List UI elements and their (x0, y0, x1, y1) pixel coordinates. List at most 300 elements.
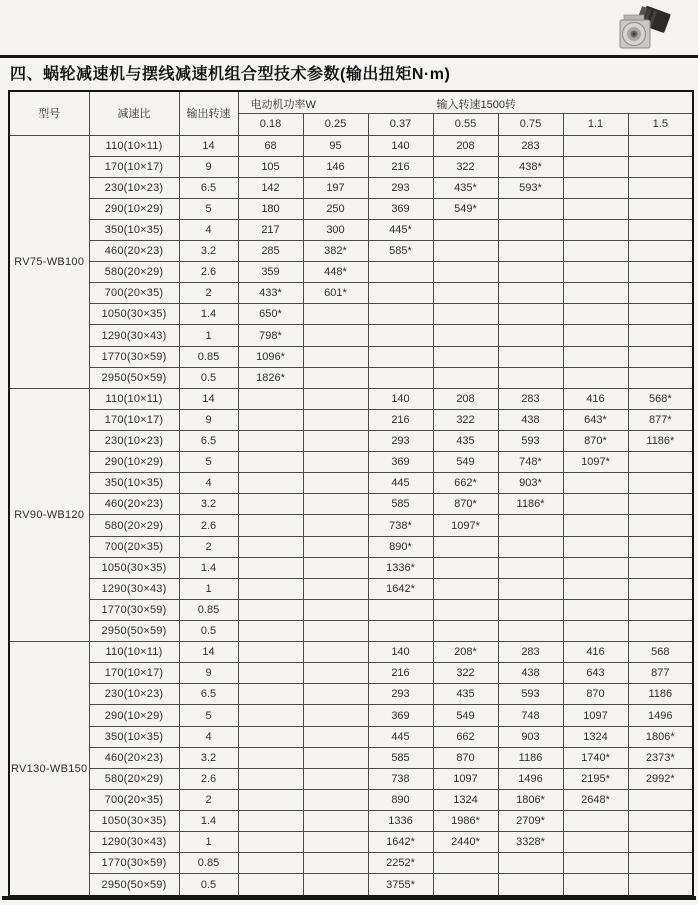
power-column-header: 1.5 (628, 113, 693, 135)
torque-value-cell (628, 536, 693, 557)
torque-value-cell: 382* (303, 241, 368, 262)
torque-value-cell: 1097 (563, 705, 628, 726)
torque-value-cell: 650* (238, 304, 303, 325)
output-speed-cell: 2.6 (179, 768, 238, 789)
table-row (9, 726, 693, 747)
torque-value-cell (238, 431, 303, 452)
ratio-cell: 580(20×29) (89, 262, 179, 283)
output-speed-cell: 0.5 (179, 367, 238, 388)
ratio-cell: 230(10×23) (89, 684, 179, 705)
torque-value-cell (628, 473, 693, 494)
torque-value-cell (238, 642, 303, 663)
output-speed-cell: 2 (179, 536, 238, 557)
torque-value-cell (303, 304, 368, 325)
torque-value-cell (238, 811, 303, 832)
torque-value-cell: 738* (368, 515, 433, 536)
torque-value-cell: 643* (563, 409, 628, 430)
torque-value-cell: 300 (303, 219, 368, 240)
ratio-cell: 350(10×35) (89, 473, 179, 494)
table-row (9, 874, 693, 896)
torque-value-cell: 217 (238, 219, 303, 240)
ratio-cell: 170(10×17) (89, 663, 179, 684)
torque-value-cell (368, 367, 433, 388)
ratio-cell: 460(20×23) (89, 494, 179, 515)
table-row (9, 431, 693, 452)
output-speed-cell: 5 (179, 705, 238, 726)
output-speed-cell: 4 (179, 473, 238, 494)
torque-value-cell (238, 684, 303, 705)
torque-value-cell (433, 241, 498, 262)
torque-value-cell (433, 304, 498, 325)
torque-value-cell (563, 135, 628, 156)
torque-value-cell: 1186* (498, 494, 563, 515)
torque-value-cell (628, 789, 693, 810)
ratio-cell: 580(20×29) (89, 515, 179, 536)
table-row (9, 494, 693, 515)
torque-value-cell (628, 832, 693, 853)
table-row (9, 304, 693, 325)
torque-value-cell: 877* (628, 409, 693, 430)
torque-value-cell (563, 325, 628, 346)
header-row-top (9, 91, 693, 113)
output-speed-cell: 2.6 (179, 262, 238, 283)
ratio-cell: 1770(30×59) (89, 853, 179, 874)
table-row (9, 177, 693, 198)
torque-value-cell: 142 (238, 177, 303, 198)
torque-value-cell: 903 (498, 726, 563, 747)
torque-value-cell: 435 (433, 431, 498, 452)
output-speed-column-header: 输出转速 (179, 91, 238, 135)
torque-value-cell (303, 515, 368, 536)
table-row (9, 621, 693, 642)
torque-value-cell: 568* (628, 388, 693, 409)
torque-value-cell (628, 241, 693, 262)
model-column-header: 型号 (9, 91, 89, 135)
torque-value-cell (563, 494, 628, 515)
torque-value-cell (628, 262, 693, 283)
table-row (9, 241, 693, 262)
torque-value-cell (303, 536, 368, 557)
torque-value-cell: 3755* (368, 874, 433, 896)
ratio-cell: 170(10×17) (89, 156, 179, 177)
ratio-cell: 700(20×35) (89, 536, 179, 557)
torque-value-cell: 208 (433, 388, 498, 409)
table-row (9, 135, 693, 156)
table-row (9, 536, 693, 557)
torque-value-cell (303, 494, 368, 515)
torque-value-cell: 549 (433, 705, 498, 726)
torque-value-cell: 1642* (368, 832, 433, 853)
torque-value-cell: 2252* (368, 853, 433, 874)
torque-value-cell: 1186 (498, 747, 563, 768)
torque-value-cell: 208* (433, 642, 498, 663)
torque-value-cell: 140 (368, 388, 433, 409)
torque-value-cell: 1097* (563, 452, 628, 473)
torque-value-cell: 369 (368, 198, 433, 219)
torque-value-cell (433, 346, 498, 367)
table-row (9, 832, 693, 853)
torque-value-cell (368, 283, 433, 304)
torque-value-cell (628, 578, 693, 599)
power-column-header: 0.25 (303, 113, 368, 135)
torque-value-cell (628, 156, 693, 177)
torque-value-cell: 593 (498, 431, 563, 452)
table-row (9, 219, 693, 240)
torque-value-cell: 1740* (563, 747, 628, 768)
torque-value-cell: 445 (368, 726, 433, 747)
ratio-column-header: 减速比 (89, 91, 179, 135)
power-column-header: 0.75 (498, 113, 563, 135)
torque-value-cell: 68 (238, 135, 303, 156)
torque-value-cell (563, 198, 628, 219)
ratio-cell: 2950(50×59) (89, 874, 179, 896)
torque-value-cell: 585 (368, 747, 433, 768)
torque-value-cell (563, 177, 628, 198)
torque-value-cell: 1806* (628, 726, 693, 747)
torque-value-cell (628, 557, 693, 578)
torque-value-cell (238, 388, 303, 409)
torque-value-cell: 283 (498, 642, 563, 663)
ratio-cell: 350(10×35) (89, 726, 179, 747)
torque-value-cell (238, 853, 303, 874)
output-speed-cell: 9 (179, 156, 238, 177)
torque-value-cell (303, 557, 368, 578)
output-speed-cell: 0.5 (179, 874, 238, 896)
output-speed-cell: 6.5 (179, 684, 238, 705)
torque-value-cell (628, 219, 693, 240)
torque-value-cell: 593 (498, 684, 563, 705)
torque-value-cell (498, 557, 563, 578)
output-speed-cell: 1.4 (179, 557, 238, 578)
torque-value-cell (238, 874, 303, 896)
torque-value-cell: 2373* (628, 747, 693, 768)
torque-value-cell (563, 219, 628, 240)
ratio-cell: 1770(30×59) (89, 599, 179, 620)
torque-value-cell: 140 (368, 642, 433, 663)
torque-value-cell (303, 388, 368, 409)
torque-value-cell: 293 (368, 431, 433, 452)
torque-value-cell (238, 747, 303, 768)
output-speed-cell: 6.5 (179, 431, 238, 452)
ratio-cell: 1050(30×35) (89, 304, 179, 325)
output-speed-cell: 9 (179, 409, 238, 430)
torque-value-cell (563, 853, 628, 874)
ratio-cell: 1770(30×59) (89, 346, 179, 367)
torque-value-cell: 293 (368, 684, 433, 705)
torque-value-cell (303, 409, 368, 430)
torque-value-cell: 359 (238, 262, 303, 283)
table-row (9, 409, 693, 430)
table-row (9, 578, 693, 599)
torque-value-cell (498, 536, 563, 557)
output-speed-cell: 1 (179, 832, 238, 853)
torque-value-cell (628, 811, 693, 832)
torque-value-cell (433, 219, 498, 240)
torque-value-cell (563, 578, 628, 599)
torque-value-cell (628, 177, 693, 198)
table-row (9, 557, 693, 578)
torque-value-cell (563, 156, 628, 177)
output-speed-cell: 3.2 (179, 747, 238, 768)
torque-value-cell (433, 536, 498, 557)
output-speed-cell: 0.85 (179, 346, 238, 367)
torque-value-cell: 285 (238, 241, 303, 262)
torque-value-cell: 593* (498, 177, 563, 198)
table-row (9, 283, 693, 304)
ratio-cell: 1050(30×35) (89, 557, 179, 578)
torque-value-cell: 146 (303, 156, 368, 177)
output-speed-cell: 1 (179, 325, 238, 346)
torque-value-cell: 1986* (433, 811, 498, 832)
torque-value-cell (303, 346, 368, 367)
table-row (9, 747, 693, 768)
torque-value-cell: 216 (368, 409, 433, 430)
table-row (9, 853, 693, 874)
torque-value-cell (628, 515, 693, 536)
torque-value-cell (433, 599, 498, 620)
output-speed-cell: 14 (179, 642, 238, 663)
torque-value-cell (563, 557, 628, 578)
torque-value-cell: 448* (303, 262, 368, 283)
torque-value-cell (563, 473, 628, 494)
torque-value-cell (238, 768, 303, 789)
torque-value-cell: 208 (433, 135, 498, 156)
torque-value-cell: 416 (563, 642, 628, 663)
output-speed-cell: 9 (179, 663, 238, 684)
torque-value-cell (238, 663, 303, 684)
torque-value-cell: 3328* (498, 832, 563, 853)
torque-value-cell (433, 874, 498, 896)
power-group-header (238, 91, 693, 113)
table-row (9, 811, 693, 832)
output-speed-cell: 5 (179, 198, 238, 219)
model-cell: RV130-WB150 (9, 642, 89, 896)
ratio-cell: 290(10×29) (89, 452, 179, 473)
torque-value-cell: 180 (238, 198, 303, 219)
torque-value-cell: 2709* (498, 811, 563, 832)
torque-value-cell (368, 262, 433, 283)
torque-value-cell: 870 (563, 684, 628, 705)
torque-value-cell (303, 832, 368, 853)
torque-value-cell (238, 452, 303, 473)
torque-value-cell (628, 853, 693, 874)
model-cell: RV75-WB100 (9, 135, 89, 388)
torque-value-cell: 1186* (628, 431, 693, 452)
torque-value-cell (498, 874, 563, 896)
table-row (9, 642, 693, 663)
torque-value-cell (303, 621, 368, 642)
output-speed-cell: 3.2 (179, 494, 238, 515)
torque-value-cell: 1336* (368, 557, 433, 578)
torque-value-cell: 1324 (563, 726, 628, 747)
ratio-cell: 460(20×23) (89, 747, 179, 768)
torque-value-cell: 890* (368, 536, 433, 557)
table-row (9, 325, 693, 346)
table-row (9, 705, 693, 726)
gearbox-product-photo (612, 4, 674, 54)
torque-value-cell (303, 599, 368, 620)
torque-value-cell (238, 705, 303, 726)
torque-value-cell: 1097 (433, 768, 498, 789)
table-row (9, 156, 693, 177)
torque-value-cell: 283 (498, 388, 563, 409)
torque-value-cell (238, 473, 303, 494)
ratio-cell: 1050(30×35) (89, 811, 179, 832)
torque-value-cell (628, 599, 693, 620)
torque-value-cell: 216 (368, 156, 433, 177)
output-speed-cell: 0.5 (179, 621, 238, 642)
table-row (9, 684, 693, 705)
torque-value-cell (563, 283, 628, 304)
torque-value-cell (628, 198, 693, 219)
ratio-cell: 290(10×29) (89, 705, 179, 726)
ratio-cell: 2950(50×59) (89, 621, 179, 642)
torque-value-cell: 369 (368, 452, 433, 473)
torque-value-cell (303, 578, 368, 599)
ratio-cell: 460(20×23) (89, 241, 179, 262)
ratio-cell: 1290(30×43) (89, 325, 179, 346)
footer-rule (2, 896, 696, 900)
torque-value-cell (303, 452, 368, 473)
torque-value-cell: 433* (238, 283, 303, 304)
torque-value-cell (303, 768, 368, 789)
torque-value-cell (368, 325, 433, 346)
torque-value-cell: 322 (433, 663, 498, 684)
ratio-cell: 230(10×23) (89, 177, 179, 198)
torque-value-cell (238, 494, 303, 515)
torque-value-cell: 1806* (498, 789, 563, 810)
torque-value-cell (628, 346, 693, 367)
torque-value-cell (433, 621, 498, 642)
power-column-header: 0.55 (433, 113, 498, 135)
torque-value-cell: 438* (498, 156, 563, 177)
torque-value-cell (303, 811, 368, 832)
torque-value-cell: 1336 (368, 811, 433, 832)
torque-value-cell (433, 283, 498, 304)
torque-value-cell (303, 684, 368, 705)
torque-value-cell: 662 (433, 726, 498, 747)
power-column-header: 0.37 (368, 113, 433, 135)
torque-value-cell (238, 515, 303, 536)
torque-value-cell (303, 789, 368, 810)
torque-value-cell: 293 (368, 177, 433, 198)
torque-value-cell (303, 874, 368, 896)
torque-value-cell: 322 (433, 156, 498, 177)
torque-value-cell (628, 874, 693, 896)
torque-value-cell (303, 705, 368, 726)
torque-value-cell (368, 599, 433, 620)
torque-value-cell (628, 304, 693, 325)
torque-value-cell: 2648* (563, 789, 628, 810)
torque-value-cell (498, 219, 563, 240)
torque-value-cell: 890 (368, 789, 433, 810)
model-cell: RV90-WB120 (9, 388, 89, 641)
torque-value-cell (628, 621, 693, 642)
ratio-cell: 110(10×11) (89, 642, 179, 663)
ratio-cell: 1290(30×43) (89, 832, 179, 853)
output-speed-cell: 0.85 (179, 853, 238, 874)
torque-value-cell (563, 241, 628, 262)
torque-value-cell: 748* (498, 452, 563, 473)
output-speed-cell: 1.4 (179, 304, 238, 325)
torque-value-cell (238, 726, 303, 747)
torque-value-cell: 445 (368, 473, 433, 494)
torque-value-cell (303, 853, 368, 874)
output-speed-cell: 14 (179, 388, 238, 409)
torque-value-cell (238, 557, 303, 578)
torque-value-cell (238, 789, 303, 810)
ratio-cell: 350(10×35) (89, 219, 179, 240)
table-row (9, 663, 693, 684)
torque-value-cell: 643 (563, 663, 628, 684)
torque-value-cell (563, 262, 628, 283)
table-row (9, 789, 693, 810)
torque-value-cell: 283 (498, 135, 563, 156)
torque-value-cell: 197 (303, 177, 368, 198)
torque-value-cell (303, 663, 368, 684)
torque-value-cell (433, 262, 498, 283)
output-speed-cell: 2 (179, 283, 238, 304)
torque-value-cell (563, 367, 628, 388)
torque-value-cell: 1826* (238, 367, 303, 388)
power-column-header: 1.1 (563, 113, 628, 135)
torque-value-cell (563, 515, 628, 536)
motor-power-label: 电动机功率W (250, 99, 316, 111)
torque-value-cell (628, 494, 693, 515)
torque-value-cell (563, 304, 628, 325)
page-title: 四、蜗轮减速机与摆线减速机组合型技术参数(输出扭矩N·m) (10, 66, 451, 83)
torque-value-cell (433, 578, 498, 599)
torque-value-cell (238, 832, 303, 853)
torque-value-cell: 216 (368, 663, 433, 684)
torque-value-cell (238, 599, 303, 620)
torque-value-cell: 1324 (433, 789, 498, 810)
torque-value-cell: 870* (433, 494, 498, 515)
ratio-cell: 110(10×11) (89, 388, 179, 409)
torque-value-cell (498, 599, 563, 620)
torque-value-cell (368, 304, 433, 325)
torque-value-cell (498, 262, 563, 283)
torque-value-cell: 1186 (628, 684, 693, 705)
torque-value-cell: 416 (563, 388, 628, 409)
torque-value-cell: 250 (303, 198, 368, 219)
torque-value-cell (433, 557, 498, 578)
table-row (9, 473, 693, 494)
output-speed-cell: 14 (179, 135, 238, 156)
ratio-cell: 700(20×35) (89, 789, 179, 810)
torque-value-cell: 798* (238, 325, 303, 346)
torque-value-cell (628, 452, 693, 473)
torque-value-cell (238, 536, 303, 557)
torque-value-cell (303, 642, 368, 663)
torque-value-cell (498, 241, 563, 262)
torque-value-cell (433, 853, 498, 874)
torque-value-cell: 1642* (368, 578, 433, 599)
torque-value-cell (498, 515, 563, 536)
torque-value-cell (303, 367, 368, 388)
torque-value-cell: 2195* (563, 768, 628, 789)
power-column-header: 0.18 (238, 113, 303, 135)
ratio-cell: 1290(30×43) (89, 578, 179, 599)
torque-value-cell: 870 (433, 747, 498, 768)
torque-value-cell (563, 811, 628, 832)
ratio-cell: 700(20×35) (89, 283, 179, 304)
parameters-table (8, 90, 694, 897)
torque-value-cell (368, 621, 433, 642)
table-row (9, 599, 693, 620)
ratio-cell: 170(10×17) (89, 409, 179, 430)
torque-value-cell (563, 874, 628, 896)
